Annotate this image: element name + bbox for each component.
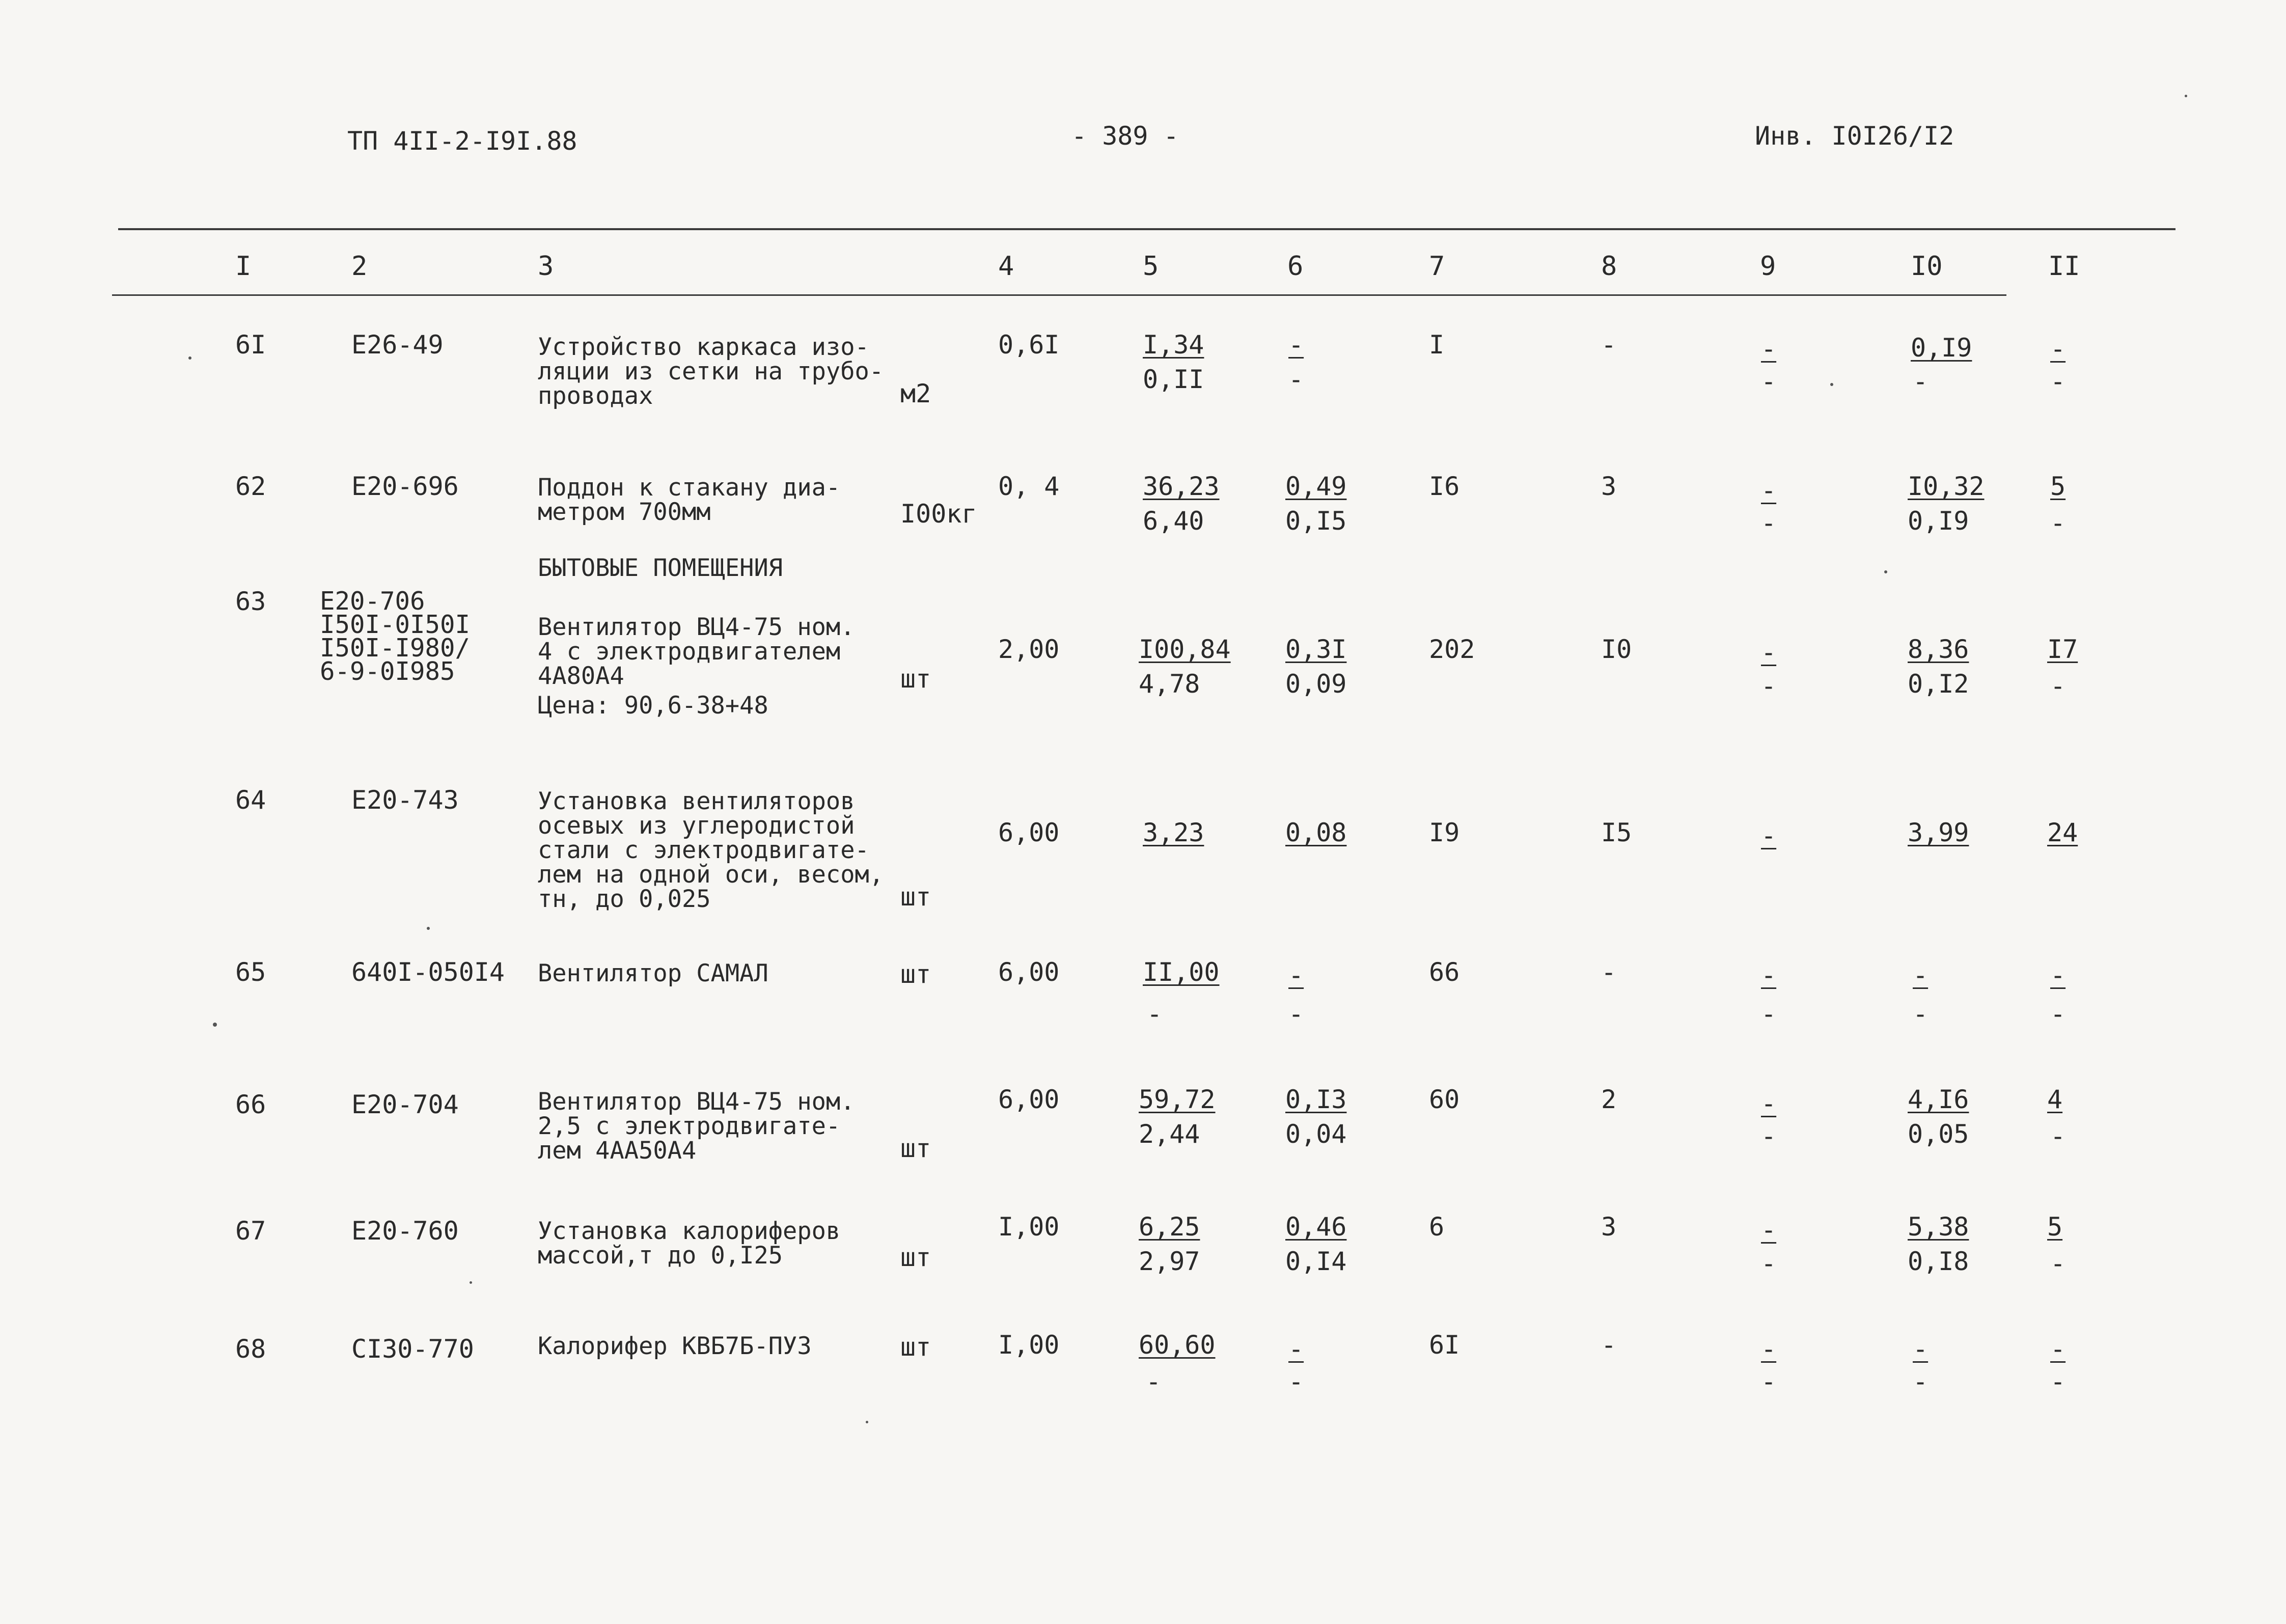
col11-bottom: -	[2050, 367, 2066, 396]
col8: I0	[1601, 635, 1632, 664]
column-header: 3	[538, 251, 554, 282]
col7: 66	[1429, 957, 1460, 987]
col6-bottom: -	[1288, 365, 1304, 394]
item-description: Поддон к стакану диа- метром 700мм	[538, 474, 841, 526]
col10-top: -	[1913, 960, 1929, 990]
col5-top: I00,84	[1139, 635, 1231, 664]
col10-bottom: -	[1913, 1367, 1929, 1396]
row-number: 6I	[235, 330, 266, 360]
col8: 3	[1601, 472, 1617, 501]
col10-top: 4,I6	[1908, 1085, 1969, 1114]
col9-top: -	[1761, 960, 1777, 990]
price-note: Цена: 90,6-38+48	[538, 692, 768, 720]
item-description: Устройство каркаса изо- ляции из сетки на трубо- проводах	[538, 333, 884, 410]
row-number: 68	[235, 1334, 266, 1364]
col9-bottom: -	[1761, 1249, 1777, 1278]
norm-code: Е20-743	[351, 785, 459, 815]
norm-code: СI30-770	[351, 1334, 474, 1364]
col9-top: -	[1761, 1334, 1777, 1364]
column-header: I	[235, 251, 252, 282]
norm-code: Е20-696	[351, 472, 459, 501]
col9-bottom: -	[1761, 508, 1777, 538]
row-number: 67	[235, 1216, 266, 1246]
col8: I5	[1601, 818, 1632, 847]
document-code: ТП 4II-2-I9I.88	[347, 126, 577, 156]
col10-top: I0,32	[1908, 472, 1985, 501]
col6-top: -	[1288, 1334, 1304, 1364]
quantity: 6,00	[998, 1085, 1060, 1114]
quantity: I,00	[998, 1212, 1060, 1242]
column-header: 8	[1601, 251, 1617, 282]
scan-speck	[1830, 383, 1833, 386]
item-description: Установка калориферов массой,т до 0,I25	[538, 1217, 841, 1270]
col5-top: 36,23	[1143, 472, 1220, 501]
col9-bottom: -	[1761, 999, 1777, 1029]
col10-top: 8,36	[1908, 635, 1969, 664]
col9-bottom: -	[1761, 1121, 1777, 1151]
col11-top: 24	[2047, 818, 2078, 847]
col5-top: II,00	[1143, 957, 1220, 987]
col11-bottom: -	[2050, 1367, 2066, 1396]
column-header: II	[2048, 251, 2080, 282]
col5-bottom: -	[1146, 1367, 1162, 1396]
col5-bottom: 6,40	[1143, 506, 1204, 536]
norm-code: 640I-050I4	[351, 957, 505, 987]
col6-top: 0,46	[1285, 1212, 1347, 1242]
col5-bottom: -	[1147, 999, 1163, 1029]
col6-bottom: 0,I4	[1285, 1247, 1347, 1276]
scan-speck	[470, 1281, 472, 1284]
col11-bottom: -	[2050, 671, 2066, 701]
item-description: Установка вентиляторов осевых из углеродистой стали с электродвигате- лем на одной оси, весом, тн, до 0,025	[538, 787, 884, 913]
col6-bottom: -	[1288, 999, 1304, 1029]
column-header: 7	[1429, 251, 1445, 282]
norm-code: Е20-704	[351, 1090, 459, 1119]
col8: -	[1601, 1330, 1617, 1360]
inventory-number: Инв. I0I26/I2	[1755, 121, 1954, 151]
col8: -	[1601, 330, 1617, 360]
col11-top: I7	[2047, 635, 2078, 664]
col6-top: -	[1288, 960, 1304, 990]
col10-top: 0,I9	[1911, 333, 1972, 363]
item-description: Вентилятор ВЦ4-75 ном. 4 с электродвигателем 4А80А4	[538, 613, 855, 690]
item-description: Калорифер КВБ7Б-ПУЗ	[538, 1332, 812, 1360]
col8: -	[1601, 957, 1617, 987]
col9-top: -	[1761, 1215, 1777, 1245]
column-header: 5	[1143, 251, 1159, 282]
col10-bottom: 0,I9	[1908, 506, 1969, 536]
table-top-rule	[118, 228, 2175, 230]
scan-speck	[213, 1023, 217, 1027]
column-header: 4	[998, 251, 1014, 282]
col11-top: -	[2050, 334, 2066, 364]
col7: 60	[1429, 1085, 1460, 1114]
col10-bottom: 0,05	[1908, 1119, 1969, 1149]
quantity: 2,00	[998, 635, 1060, 664]
col6-bottom: 0,04	[1285, 1119, 1347, 1149]
col6-bottom: 0,09	[1285, 669, 1347, 699]
col6-top: 0,49	[1285, 472, 1347, 501]
col5-top: 6,25	[1139, 1212, 1200, 1242]
quantity: 0,6I	[998, 330, 1060, 360]
norm-code: Е20-760	[351, 1216, 459, 1246]
item-description: Вентилятор ВЦ4-75 ном. 2,5 с электродвигате- лем 4АА50А4	[538, 1088, 855, 1165]
unit: шт	[900, 882, 931, 912]
col10-bottom: -	[1913, 367, 1929, 396]
col5-bottom: 2,97	[1139, 1247, 1200, 1276]
col9-top: -	[1761, 1089, 1777, 1118]
col9-bottom: -	[1761, 671, 1777, 701]
col10-bottom: 0,I8	[1908, 1247, 1969, 1276]
col7: I9	[1429, 818, 1460, 847]
col8: 2	[1601, 1085, 1617, 1114]
row-number: 65	[235, 957, 266, 987]
col9-top: -	[1761, 334, 1777, 364]
quantity: 0, 4	[998, 472, 1060, 501]
col10-bottom: -	[1913, 999, 1929, 1029]
item-description: Вентилятор САМАЛ	[538, 959, 768, 987]
quantity: 6,00	[998, 957, 1060, 987]
quantity: 6,00	[998, 818, 1060, 847]
section-title: БЫТОВЫЕ ПОМЕЩЕНИЯ	[538, 554, 783, 582]
column-header: 2	[351, 251, 368, 282]
col11-bottom: -	[2050, 1121, 2066, 1151]
col5-bottom: 0,II	[1143, 365, 1204, 394]
col5-top: 3,23	[1143, 818, 1204, 847]
col8: 3	[1601, 1212, 1617, 1242]
unit: м2	[900, 379, 931, 408]
scan-speck	[2185, 95, 2187, 97]
col9-top: -	[1761, 638, 1777, 667]
table-header-rule	[112, 294, 2006, 296]
norm-code: Е26-49	[351, 330, 444, 360]
col10-top: 3,99	[1908, 818, 1969, 847]
col11-top: 4	[2047, 1085, 2063, 1114]
col6-top: 0,I3	[1285, 1085, 1347, 1114]
col11-top: -	[2050, 1334, 2066, 1364]
row-number: 62	[235, 472, 266, 501]
col7: 6	[1429, 1212, 1445, 1242]
unit: I00кг	[900, 499, 977, 529]
col9-bottom: -	[1761, 367, 1777, 396]
col7: 202	[1429, 635, 1475, 664]
col11-bottom: -	[2050, 508, 2066, 538]
col10-bottom: 0,I2	[1908, 669, 1969, 699]
col5-top: 60,60	[1139, 1330, 1216, 1360]
unit: шт	[900, 1243, 931, 1272]
column-header: 6	[1287, 251, 1304, 282]
col11-top: -	[2050, 960, 2066, 990]
col6-bottom: -	[1288, 1367, 1304, 1396]
col11-top: 5	[2050, 472, 2066, 501]
unit: шт	[900, 1134, 931, 1163]
col11-bottom: -	[2050, 999, 2066, 1029]
unit: шт	[900, 664, 931, 694]
quantity: I,00	[998, 1330, 1060, 1360]
scan-speck	[1884, 570, 1887, 573]
row-number: 64	[235, 785, 266, 815]
col7: 6I	[1429, 1330, 1460, 1360]
col11-top: 5	[2047, 1212, 2063, 1242]
col6-bottom: 0,I5	[1285, 506, 1347, 536]
col7: I	[1429, 330, 1445, 360]
col10-top: 5,38	[1908, 1212, 1969, 1242]
col5-bottom: 4,78	[1139, 669, 1200, 699]
col11-bottom: -	[2050, 1249, 2066, 1278]
scan-speck	[188, 356, 191, 360]
col7: I6	[1429, 472, 1460, 501]
scan-speck	[866, 1421, 868, 1423]
col5-bottom: 2,44	[1139, 1119, 1200, 1149]
col6-top: 0,08	[1285, 818, 1347, 847]
col10-top: -	[1913, 1334, 1929, 1364]
col9-top: -	[1761, 476, 1777, 505]
col6-top: -	[1288, 330, 1304, 360]
row-number: 63	[235, 587, 266, 616]
col5-top: 59,72	[1139, 1085, 1216, 1114]
col9-top: -	[1761, 821, 1777, 850]
column-header: 9	[1760, 251, 1776, 282]
col5-top: I,34	[1143, 330, 1204, 360]
row-number: 66	[235, 1090, 266, 1119]
scan-speck	[427, 927, 430, 930]
page-number: - 389 -	[1071, 121, 1179, 151]
col9-bottom: -	[1761, 1367, 1777, 1396]
col6-top: 0,3I	[1285, 635, 1347, 664]
unit: шт	[900, 959, 931, 989]
norm-code: Е20-706 I50I-0I50I I50I-I980/ 6-9-0I985	[320, 587, 471, 686]
unit: шт	[900, 1332, 931, 1362]
column-header: I0	[1911, 251, 1943, 282]
